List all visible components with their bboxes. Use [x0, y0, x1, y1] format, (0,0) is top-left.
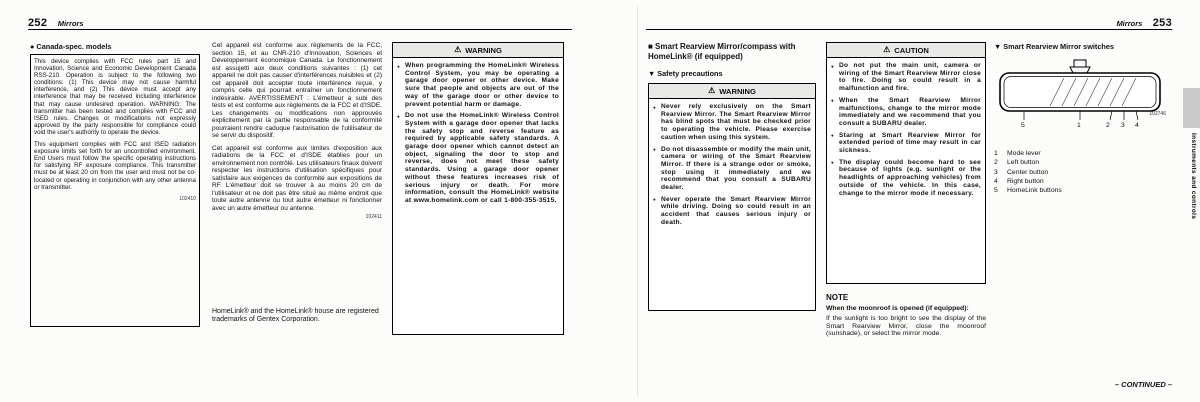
left-column-1	[30, 42, 200, 327]
page-gutter-line	[637, 6, 638, 396]
right-page-header	[646, 13, 1172, 29]
legend-num: 5	[994, 187, 998, 195]
caution-item: ● When the Smart Rearview Mirror malfunctions, change to the mirror mode immediately and we recommend that you consult a SUBARU dealer.	[831, 97, 981, 128]
note-body: If the sunlight is too bright to see the display of the Smart Rearview Mirror, close the moonroof (sunshade), or select the mirror mode.	[826, 314, 986, 338]
fcc-paragraph-2: This equipment complies with FCC and ISED radiation exposure limits set forth for an uncontrolled environment. End Users must follow the specific operating instructions for satisfying RF exposure compliance. This transmitter must be at least 20 cm from the user and must not be co-located or operating in conjunction with any other antenna or transmitter.	[34, 141, 196, 191]
right-page-number: 253	[1152, 17, 1172, 29]
warning-box-right-title	[649, 84, 815, 99]
safety-precautions-heading: ▼ Safety precautions	[648, 69, 723, 78]
chapter-tab-marker	[1183, 88, 1200, 128]
callout-5: 5	[1021, 122, 1025, 129]
chapter-tab-label: Instruments and controls	[1190, 133, 1197, 220]
warning-item: ● Never rely exclusively on the Smart Rearview Mirror. The Smart Rearview Mirror has blind spots that must be checked prior to operating the vehicle. Please exercise caution when using this system.	[653, 103, 811, 142]
caution-title-text: CAUTION	[894, 45, 929, 55]
legend-label: Mode lever	[1007, 150, 1041, 157]
warning-item: ● When programming the HomeLink® Wireless Control System, you may be operating a garage door opener or other device. Make sure that people and objects are out of the way of the garage door or other device to prevent potential harm or damage.	[397, 62, 559, 108]
caution-item: ● The display could become hard to see because of lights (e.g. sunlight or the headlights of approaching vehicles) from outside of the vehicle. In this case, change to the mirror mode if necessary.	[831, 159, 981, 198]
right-column-3	[994, 42, 1166, 195]
left-page-number: 252	[28, 17, 48, 29]
callout-1: 1	[1077, 122, 1081, 129]
legend-num: 2	[994, 159, 998, 167]
warning-item: ● Never operate the Smart Rearview Mirror while driving. Doing so could result in an accident that causes serious injury or death.	[653, 196, 811, 227]
canada-models-heading: ● Canada-spec. models	[30, 42, 112, 51]
fcc-box-figure-code: 102410	[179, 195, 196, 202]
mirror-switch-legend	[994, 149, 1166, 195]
warning-box-right	[648, 83, 816, 311]
legend-num: 3	[994, 168, 998, 176]
fcc-compliance-box	[30, 54, 200, 327]
legend-num: 1	[994, 150, 998, 157]
warning-box-left	[392, 42, 564, 335]
legend-item	[994, 186, 1166, 195]
legend-label: Right button	[1007, 177, 1044, 185]
legend-item	[994, 177, 1166, 186]
warning-icon: ⚠	[708, 86, 716, 95]
legend-item	[994, 158, 1166, 167]
warning-icon: ⚠	[883, 45, 891, 54]
note-heading: NOTE	[826, 293, 849, 302]
warning-item: ● Do not disassemble or modify the main unit, camera or wiring of the Smart Rearview Mirror. If there is a strange odor or smoke, stop using it immediately and we recommend that you consult a SUBARU dealer.	[653, 146, 811, 192]
warning-title-text: WARNING	[719, 86, 756, 96]
warning-icon: ⚠	[454, 45, 462, 54]
left-column-2	[212, 42, 382, 220]
callout-3: 3	[1121, 122, 1125, 129]
left-header-rule	[28, 29, 572, 30]
legend-item	[994, 168, 1166, 177]
callout-4: 4	[1135, 122, 1139, 129]
legend-item	[994, 149, 1166, 158]
legend-num: 4	[994, 177, 998, 185]
continued-label: – CONTINUED –	[1114, 380, 1172, 389]
fcc-paragraph-1: This device complies with FCC rules part 15 and Innovation, Science and Economic Development Canada RSS-210. Operation is subject to the following two conditions: (1) This device may not cause harmful interference, and (2) This device must accept any interference that may be received including interference that may cause undesired operation. WARNING: The transmitter has been tested and complies with FCC and ISED rules. Changes or modifications not expressly approved by the party responsible for compliance could void the user's authority to operate the device.	[34, 58, 196, 136]
warning-box-left-title	[393, 43, 563, 58]
french-figure-code: 102411	[365, 214, 382, 220]
figure-code: 102746	[1149, 111, 1166, 117]
french-paragraph-2: Cet appareil est conforme aux limites d'exposition aux radiations de la FCC et d'ISDE établies pour un environnement non contrôlé. Les utilisateurs finaux doivent respecter les instructions d'utilisation spécifiques pour satisfaire aux exigences de conformité aux expositions de RF. L'émetteur doit se trouver à au moins 20 cm de l'utilisateur et ne doit pas être situé au même endroit que toute autre antenne ou tout autre émetteur ni fonctionner avec un autre émetteur ou antenne.	[212, 144, 382, 212]
rearview-mirror-drawing	[994, 59, 1166, 121]
right-header-rule	[646, 29, 1172, 30]
mirror-illustration	[994, 59, 1166, 145]
french-paragraph-1: Cet appareil est conforme aux règlements de la FCC, section 15, et au CNR-210 d'Innovation, Sciences et Développement économique Canada. Le fonctionnement est assujetti aux deux conditions suivantes : (1) cet appareil ne doit pas causer d'interférences nuisibles et (2) cet appareil doit accepter toute interférence reçue, y compris celle qui pourrait entraîner un fonctionnement indésirable. AVERTISSEMENT : L'émetteur a subi des tests et est conforme aux règlements de la FCC et d'ISDE. Les changements ou modifications non approuvés explicitement par la partie responsable de la conformité pourraient rendre caduque l'autorisation de l'utilisateur de se servir du dispositif.	[212, 42, 382, 139]
legend-label: Left button	[1007, 159, 1040, 167]
warning-item: ● Do not use the HomeLink® Wireless Control System with a garage door opener that lacks the safety stop and reverse feature as required by applicable safety standards. A garage door opener which cannot detect an object, signaling the door to stop and reverse, does not meet these safety standards. Using a garage door opener without these features increases risk of serious injury or death. For more information, consult the HomeLink® website at www.homelink.com or call 1-800-355-3515.	[397, 112, 559, 204]
left-section-title: Mirrors	[57, 19, 84, 28]
right-column-2	[826, 42, 986, 338]
caution-box	[826, 42, 986, 284]
note-intro: When the moonroof is opened (if equipped):	[826, 305, 969, 312]
right-section-title: Mirrors	[1116, 19, 1143, 28]
right-column-1	[648, 42, 816, 311]
homelink-trademark-note: HomeLink® and the HomeLink® house are registered trademarks of Gentex Corporation.	[212, 308, 379, 324]
smart-mirror-heading: ■ Smart Rearview Mirror/compass with HomeLink® (if equipped)	[648, 42, 796, 61]
callout-2: 2	[1106, 122, 1110, 129]
legend-label: Center button	[1007, 168, 1049, 176]
warning-title-text: WARNING	[465, 45, 502, 55]
caution-item: ● Do not put the main unit, camera or wiring of the Smart Rearview Mirror close to fire. Doing so could result in a malfunction and fire.	[831, 62, 981, 93]
caution-item: ● Staring at Smart Rearview Mirror for extended period of time may result in car sickness.	[831, 132, 981, 155]
caution-box-title	[827, 43, 985, 58]
mirror-switches-heading: ▼ Smart Rearview Mirror switches	[994, 42, 1114, 51]
legend-label: HomeLink buttons	[1007, 187, 1062, 195]
left-page-header	[28, 13, 90, 29]
